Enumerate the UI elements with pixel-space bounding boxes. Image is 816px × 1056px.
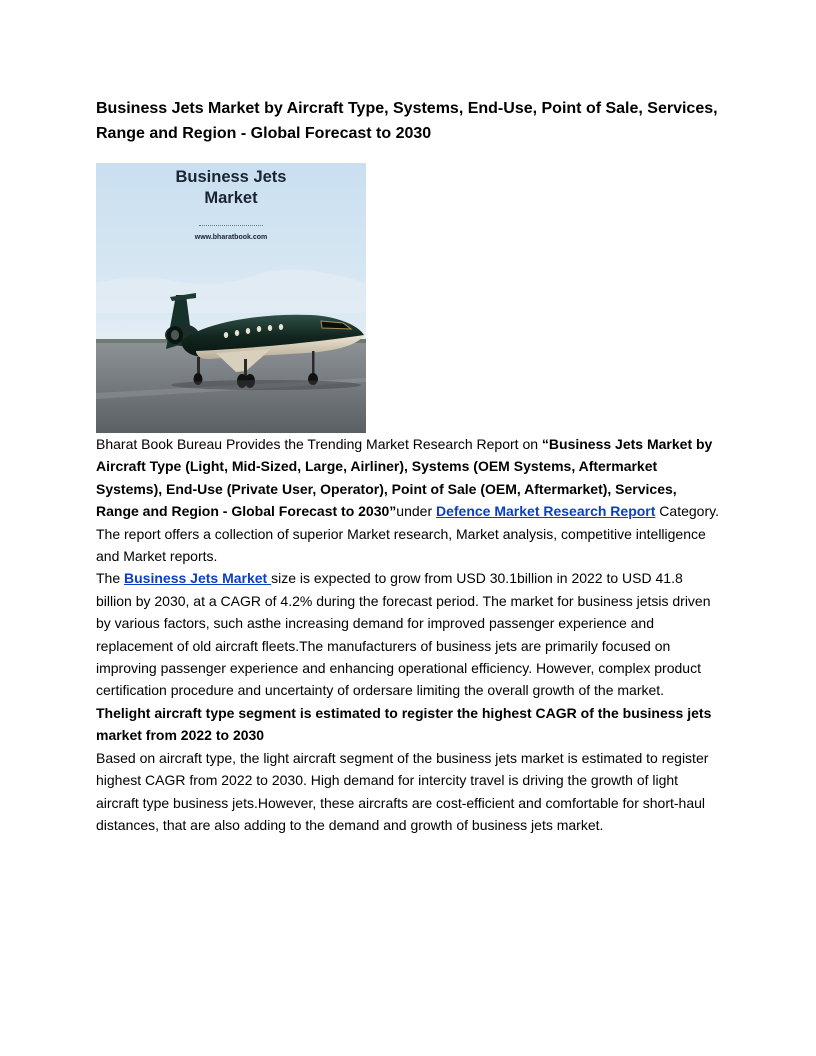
market-paragraph xyxy=(96,567,720,701)
report-name: “Business Jets Market by Aircraft Type (Light, Mid-Sized, Large, Airliner), Systems (OEM Systems, Aftermarket Systems), End-Use (Private User, Operator), Point of Sale (OEM, Aftermarket), Services, Range and Region - Global Forecast to 2030” xyxy=(96,436,713,520)
intro-lead: Bharat Book Bureau Provides the Trending Market Research Report on xyxy=(96,436,542,452)
intro-under: under xyxy=(396,503,436,520)
cover-divider xyxy=(199,225,263,226)
intro-tail: Category. The report offers a collection of superior Market research, Market analysis, competitive intelligence and Market reports. xyxy=(96,503,719,565)
document-page xyxy=(96,96,720,836)
cover-title-line-2: Market xyxy=(204,189,258,207)
cover-title xyxy=(96,167,366,209)
cover-title-line-1: Business Jets xyxy=(175,168,287,186)
document-title: Business Jets Market by Aircraft Type, Systems, End-Use, Point of Sale, Services, Range and Region - Global Forecast to 2030 xyxy=(96,100,718,142)
business-jets-market-link[interactable]: Business Jets Market xyxy=(124,570,272,587)
market-text: size is expected to grow from USD 30.1billion in 2022 to USD 41.8 billion by 2030, at a CAGR of 4.2% during the forecast period. The market for business jetsis driven by various factors, such asthe increasing demand for improved passenger experience and replacement of old aircraft fleets.The manufacturers of business jets are primarily focused on improving passenger experience and enhancing operational efficiency. However, complex product certification procedure and uncertainty of ordersare limiting the overall growth of the market. xyxy=(96,570,711,699)
intro-paragraph xyxy=(96,433,720,567)
segment-text: Based on aircraft type, the light aircraft segment of the business jets market is estimated to register highest CAGR from 2022 to 2030. High demand for intercity travel is driving the growth of light aircraft type business jets.However, these aircrafts are cost-efficient and comfortable for short-haul distances, that are also adding to the demand and growth of business jets market. xyxy=(96,749,709,833)
category-link[interactable]: Defence Market Research Report xyxy=(436,503,656,520)
cover-image xyxy=(96,163,366,433)
market-prefix: The xyxy=(96,570,125,587)
segment-heading: Thelight aircraft type segment is estimated to register the highest CAGR of the business jets market from 2022 to 2030 xyxy=(96,704,712,744)
segment-paragraph xyxy=(96,702,720,836)
cover-url: www.bharatbook.com xyxy=(194,234,268,241)
